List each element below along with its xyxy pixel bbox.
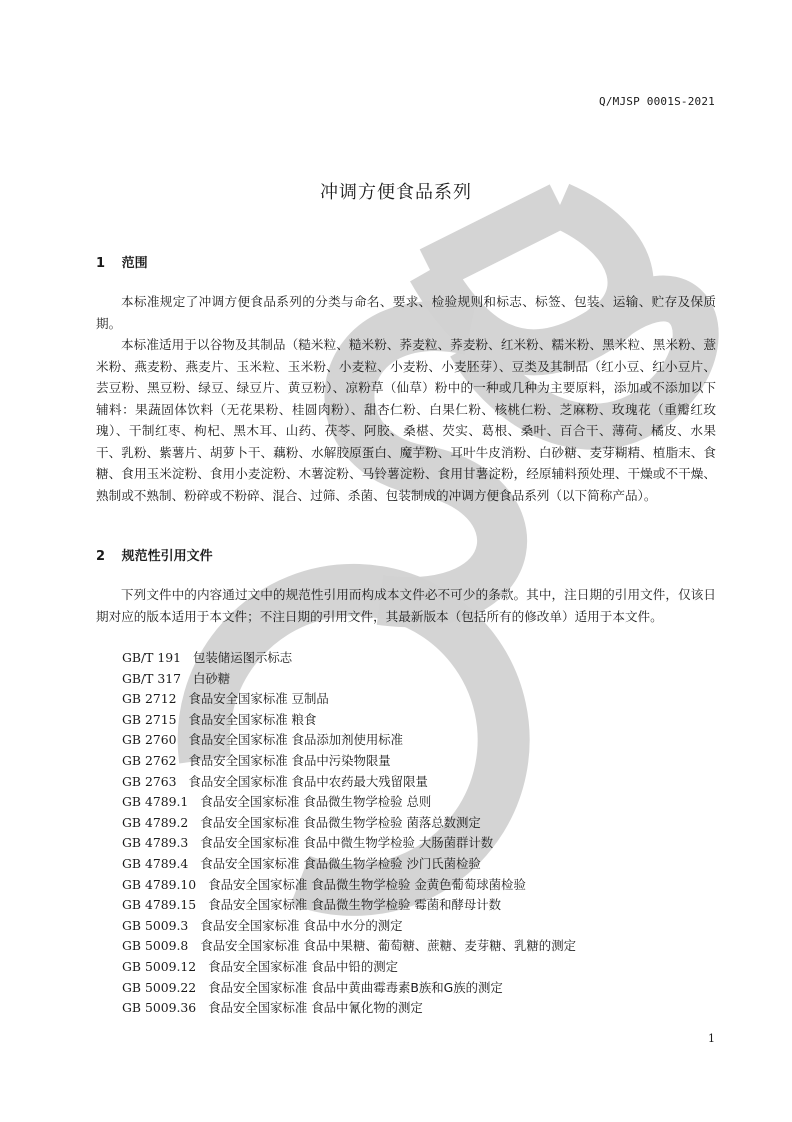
reference-code: GB 2762 <box>122 752 177 768</box>
reference-code: GB 4789.10 <box>122 876 197 892</box>
reference-code: GB 5009.22 <box>122 979 197 995</box>
reference-code: GB 2712 <box>122 691 177 707</box>
reference-title: 食品安全国家标准 豆制品 <box>188 691 329 707</box>
reference-title: 食品安全国家标准 食品中果糖、葡萄糖、蔗糖、麦芽糖、乳糖的测定 <box>200 938 576 954</box>
reference-code: GB 2760 <box>122 732 177 748</box>
reference-item <box>122 957 576 978</box>
reference-code: GB 5009.12 <box>122 958 197 974</box>
reference-item <box>122 792 576 813</box>
reference-item <box>122 978 576 999</box>
reference-title: 食品安全国家标准 粮食 <box>188 711 317 727</box>
reference-title: 食品安全国家标准 食品微生物学检验 金黄色葡萄球菌检验 <box>208 876 526 892</box>
reference-title: 食品安全国家标准 食品微生物学检验 霉菌和酵母计数 <box>208 897 502 913</box>
reference-item <box>122 833 576 854</box>
reference-title: 食品安全国家标准 食品中黄曲霉毒素B族和G族的测定 <box>208 979 503 995</box>
reference-title: 食品安全国家标准 食品中氰化物的测定 <box>208 1000 423 1016</box>
reference-item <box>122 730 576 751</box>
reference-item <box>122 669 576 690</box>
reference-item <box>122 875 576 896</box>
section-2-paragraph-1: 下列文件中的内容通过文中的规范性引用而构成本文件必不可少的条款。其中，注日期的引用文件，仅该日期对应的版本适用于本文件；不注日期的引用文件，其最新版本（包括所有的修改单）适用于本文件。 <box>96 587 716 624</box>
reference-title: 食品安全国家标准 食品微生物学检验 总则 <box>200 794 432 810</box>
section-2-number: 2 <box>96 549 106 564</box>
reference-code: GB 5009.3 <box>122 917 189 933</box>
reference-code: GB 5009.36 <box>122 1000 197 1016</box>
reference-title: 包装储运图示标志 <box>193 650 293 665</box>
reference-item <box>122 751 576 772</box>
reference-title: 食品安全国家标准 食品微生物学检验 菌落总数测定 <box>200 814 481 830</box>
section-2-heading <box>96 545 213 564</box>
reference-item <box>122 916 576 937</box>
reference-code: GB 2715 <box>122 711 177 727</box>
reference-code: GB/T 191 <box>122 650 182 665</box>
section-2-title: 规范性引用文件 <box>121 549 213 564</box>
reference-item <box>122 813 576 834</box>
section-1-paragraph-2: 本标准适用于以谷物及其制品（糙米粒、糙米粉、荞麦粒、荞麦粉、红米粉、糯米粉、黑米粒、黑米粉、薏米粉、燕麦粉、燕麦片、玉米粒、玉米粉、小麦粒、小麦粉、小麦胚芽）、豆类及其制品（红小豆、红小豆片、芸豆粉、黑豆粉、绿豆、绿豆片、黄豆粉）、凉粉草（仙草）粉中的一种或几种为主要原料，添加或不添加以下辅料：果蔬固体饮料（无花果粉、桂圆肉粉）、甜杏仁粉、白果仁粉、核桃仁粉、芝麻粉、玫瑰花（重瓣红玫瑰）、干制红枣、枸杞、黑木耳、山药、茯苓、阿胶、桑椹、芡实、葛根、桑叶、百合干、薄荷、橘皮、水果干、乳粉、紫薯片、胡萝卜干、藕粉、水解胶原蛋白、魔芋粉、耳叶牛皮消粉、白砂糖、麦芽糊精、植脂末、食糖、食用玉米淀粉、食用小麦淀粉、木薯淀粉、马铃薯淀粉、食用甘薯淀粉，经原辅料预处理、干燥或不干燥、熟制或不熟制、粉碎或不粉碎、混合、过筛、杀菌、包装制成的冲调方便食品系列（以下简称产品）。 <box>96 337 716 503</box>
standard-code: Q/MJSP 0001S-2021 <box>599 95 715 108</box>
reference-code: GB 4789.15 <box>122 897 197 913</box>
reference-item <box>122 689 576 710</box>
reference-title: 食品安全国家标准 食品添加剂使用标准 <box>188 732 404 748</box>
reference-item <box>122 710 576 731</box>
reference-item <box>122 998 576 1019</box>
reference-item <box>122 895 576 916</box>
reference-item <box>122 772 576 793</box>
reference-code: GB 5009.8 <box>122 938 189 954</box>
reference-code: GB 4789.3 <box>122 835 189 851</box>
reference-code: GB 4789.2 <box>122 814 189 830</box>
reference-title: 食品安全国家标准 食品中水分的测定 <box>200 917 403 933</box>
reference-title: 食品安全国家标准 食品中农药最大残留限量 <box>188 773 428 789</box>
reference-title: 食品安全国家标准 食品微生物学检验 沙门氏菌检验 <box>200 855 481 871</box>
section-1-title: 范围 <box>121 256 148 271</box>
reference-title: 食品安全国家标准 食品中微生物学检验 大肠菌群计数 <box>200 835 494 851</box>
reference-item <box>122 854 576 875</box>
reference-code: GB 4789.4 <box>122 855 189 871</box>
reference-item <box>122 936 576 957</box>
reference-list <box>122 648 576 1019</box>
section-1-number: 1 <box>96 256 106 271</box>
reference-code: GB 4789.1 <box>122 794 189 810</box>
reference-code: GB 2763 <box>122 773 177 789</box>
reference-title: 食品安全国家标准 食品中污染物限量 <box>188 752 391 768</box>
section-1-paragraph-1: 本标准规定了冲调方便食品系列的分类与命名、要求、检验规则和标志、标签、包装、运输、贮存及保质期。 <box>96 294 716 331</box>
reference-item <box>122 648 576 669</box>
reference-title: 白砂糖 <box>193 670 231 686</box>
section-1-heading <box>96 252 148 271</box>
page-number: 1 <box>708 1032 715 1045</box>
reference-code: GB/T 317 <box>122 670 182 686</box>
reference-title: 食品安全国家标准 食品中铅的测定 <box>208 958 398 974</box>
page-title: 冲调方便食品系列 <box>320 182 472 203</box>
